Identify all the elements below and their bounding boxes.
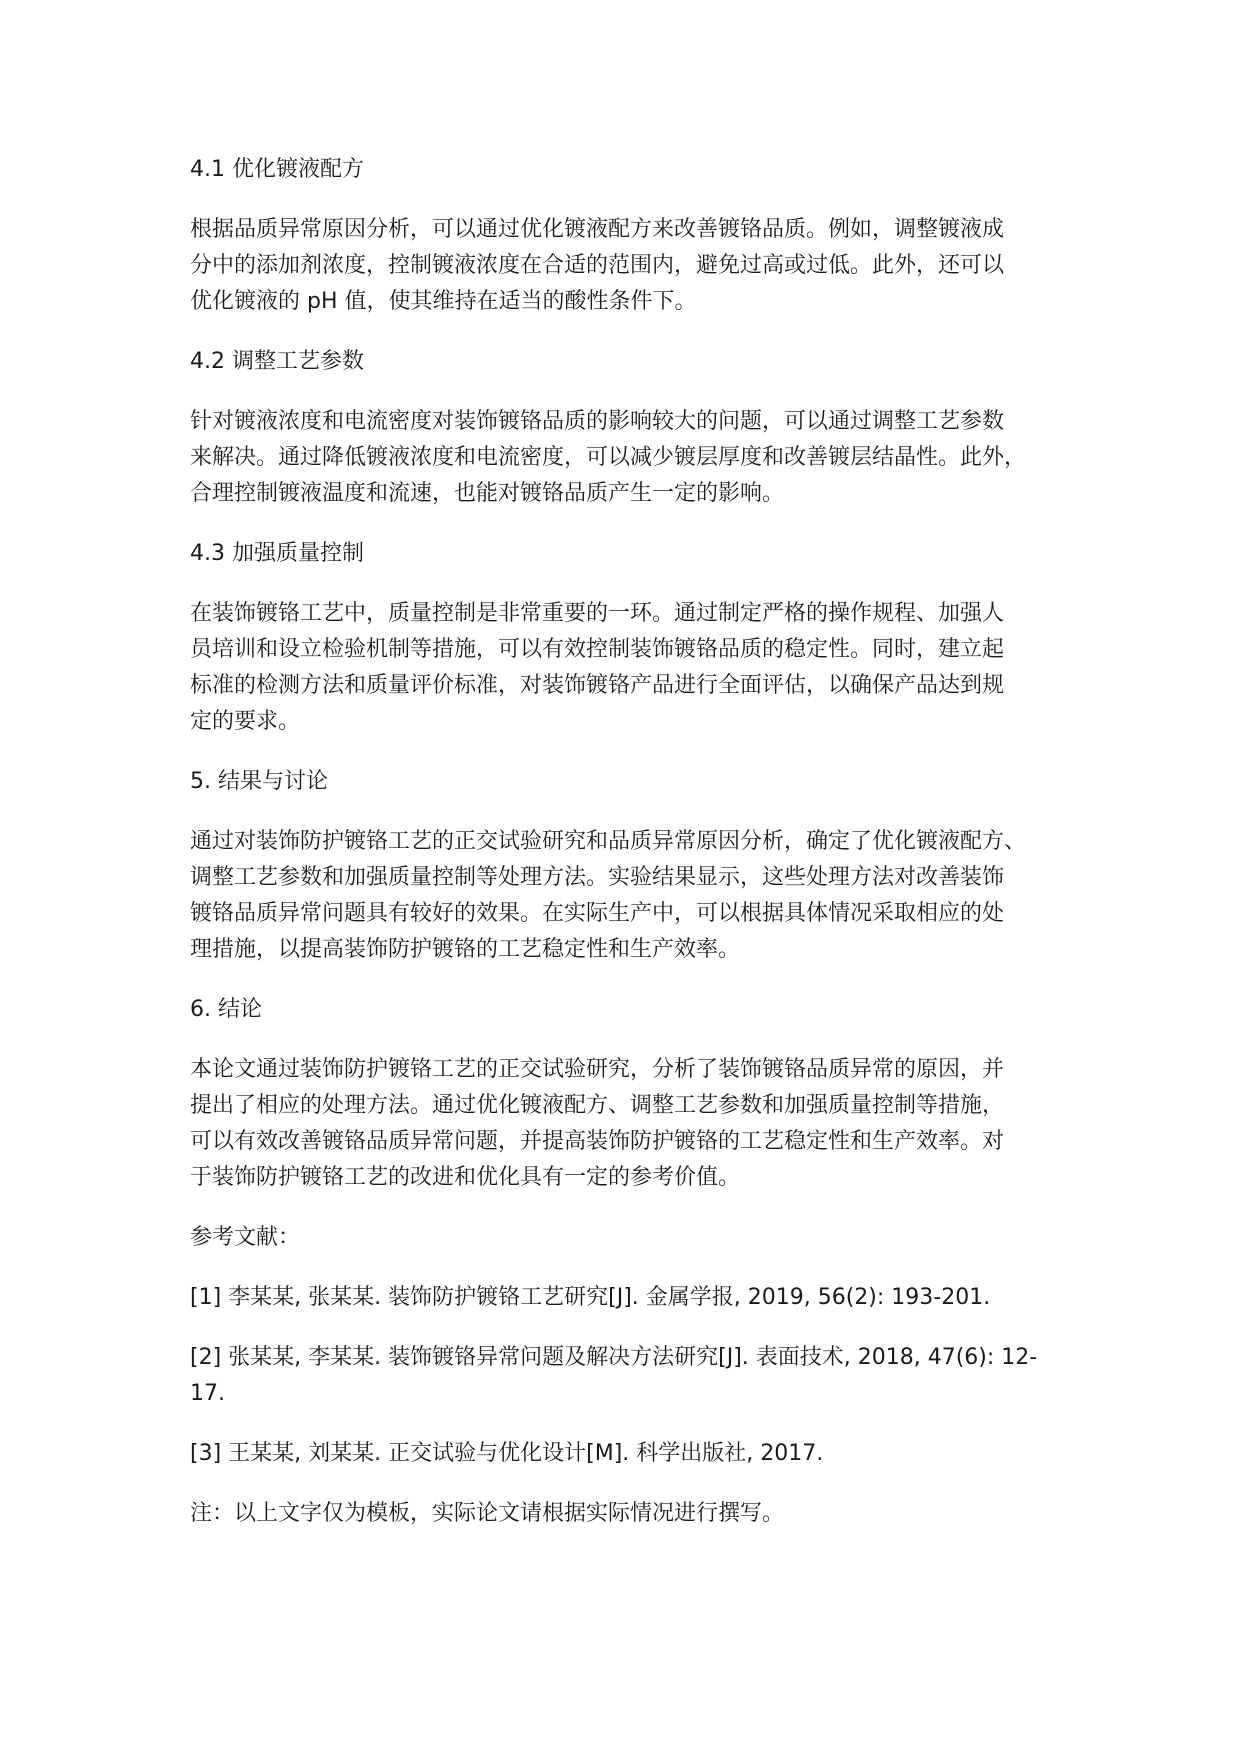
text-line: 理措施，以提高装饰防护镀铬的工艺稳定性和生产效率。	[190, 937, 741, 962]
section-heading-4-3: 4.3 加强质量控制	[190, 541, 364, 566]
text-line: 提出了相应的处理方法。通过优化镀液配方、调整工艺参数和加强质量控制等措施，	[190, 1093, 1005, 1118]
reference-line: 17.	[190, 1381, 225, 1406]
section-heading-4-2: 4.2 调整工艺参数	[190, 349, 364, 374]
text-line: 来解决。通过降低镀液浓度和电流密度，可以减少镀层厚度和改善镀层结晶性。此外，	[190, 445, 1027, 470]
section-heading-6: 6. 结论	[190, 997, 262, 1022]
text-line: 合理控制镀液温度和流速，也能对镀铬品质产生一定的影响。	[190, 481, 785, 506]
text-line: 标准的检测方法和质量评价标准，对装饰镀铬产品进行全面评估，以确保产品达到规	[190, 673, 1005, 698]
note-line: 注：以上文字仅为模板，实际论文请根据实际情况进行撰写。	[190, 1501, 785, 1526]
reference-line: [2] 张某某, 李某某. 装饰镀铬异常问题及解决方法研究[J]. 表面技术, 2018, 47(6): 12-	[190, 1345, 1038, 1370]
section-paragraph-5	[190, 824, 1080, 968]
text-line: 定的要求。	[190, 709, 301, 734]
text-line: 可以有效改善镀铬品质异常问题，并提高装饰防护镀铬的工艺稳定性和生产效率。对	[190, 1129, 1005, 1154]
section-paragraph-4-1	[190, 212, 1080, 320]
text-line: 本论文通过装饰防护镀铬工艺的正交试验研究，分析了装饰镀铬品质异常的原因，并	[190, 1057, 1005, 1082]
text-line: 于装饰防护镀铬工艺的改进和优化具有一定的参考价值。	[190, 1165, 741, 1190]
section-paragraph-6	[190, 1052, 1080, 1196]
reference-line: [1] 李某某, 张某某. 装饰防护镀铬工艺研究[J]. 金属学报, 2019, 56(2): 193-201.	[190, 1285, 991, 1310]
section-heading-4-1: 4.1 优化镀液配方	[190, 157, 364, 182]
text-line: 根据品质异常原因分析，可以通过优化镀液配方来改善镀铬品质。例如，调整镀液成	[190, 217, 1005, 242]
text-line: 镀铬品质异常问题具有较好的效果。在实际生产中，可以根据具体情况采取相应的处	[190, 901, 1005, 926]
text-line: 在装饰镀铬工艺中，质量控制是非常重要的一环。通过制定严格的操作规程、加强人	[190, 601, 1005, 626]
text-line: 优化镀液的 pH 值，使其维持在适当的酸性条件下。	[190, 289, 697, 314]
section-paragraph-4-3	[190, 596, 1080, 740]
reference-item-1	[190, 1280, 1080, 1316]
reference-item-2	[190, 1340, 1080, 1412]
document-body	[190, 152, 1080, 1556]
section-heading-5: 5. 结果与讨论	[190, 769, 328, 794]
text-line: 针对镀液浓度和电流密度对装饰镀铬品质的影响较大的问题，可以通过调整工艺参数	[190, 409, 1005, 434]
reference-item-3	[190, 1436, 1080, 1472]
text-line: 分中的添加剂浓度，控制镀液浓度在合适的范围内，避免过高或过低。此外，还可以	[190, 253, 1005, 278]
text-line: 通过对装饰防护镀铬工艺的正交试验研究和品质异常原因分析，确定了优化镀液配方、	[190, 829, 1027, 854]
section-paragraph-4-2	[190, 404, 1080, 512]
references-heading: 参考文献：	[190, 1225, 301, 1250]
text-line: 调整工艺参数和加强质量控制等处理方法。实验结果显示，这些处理方法对改善装饰	[190, 865, 1005, 890]
reference-line: [3] 王某某, 刘某某. 正交试验与优化设计[M]. 科学出版社, 2017.	[190, 1441, 824, 1466]
template-note	[190, 1496, 1080, 1532]
text-line: 员培训和设立检验机制等措施，可以有效控制装饰镀铬品质的稳定性。同时，建立起	[190, 637, 1005, 662]
